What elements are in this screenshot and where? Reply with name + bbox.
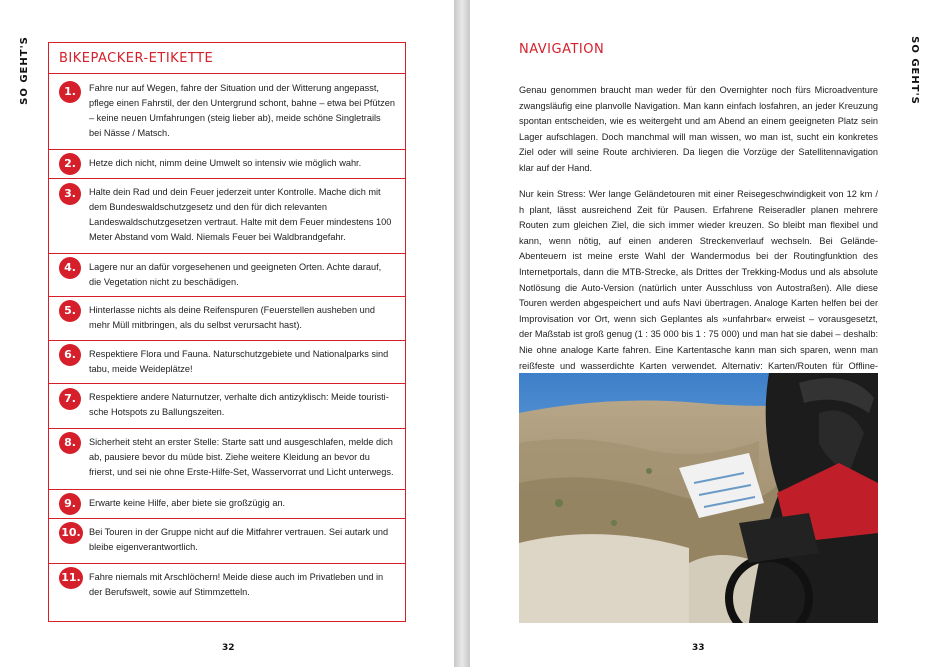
rule-text: Lagere nur an dafür vorgesehenen und geeigneten Orten. Achte darauf, die Vegetation nicht zu beschädigen. [89, 262, 382, 287]
rule-number: 11. [59, 567, 83, 589]
book-gutter [454, 0, 470, 667]
rule-item [49, 149, 405, 179]
side-label-right: SO GEHT'S [908, 36, 920, 105]
rule-text: Halte dein Rad und dein Feuer jederzeit unter Kontrolle. Mache dich mit dem Bundeswaldschutzgesetz und den für dich relevanten Landeswaldschutzgesetzen vertraut. Halte mit dem Feuer mindestens 100 Meter Abstand vom Wald. Niemals Feuer bei Waldbrandgefahr. [89, 187, 392, 242]
rule-text: Sicherheit steht an erster Stelle: Starte satt und ausgeschlafen, melde dich ab, pausiere bevor du müde bist. Ziehe weitere Kleidung an bevor du frierst, und sei nie ohne Erste-Hilfe-Set, Wasservorrat und Licht unterwegs. [89, 437, 394, 477]
rule-text: Hinterlasse nichts als deine Reifenspuren (Feuerstellen ausheben und mehr Müll mitbringen, als du selbst verursacht hast). [89, 305, 376, 330]
side-label-left: SO GEHT'S [18, 36, 30, 105]
rule-number: 2. [59, 153, 81, 175]
rule-number: 10. [59, 522, 83, 544]
rule-number: 3. [59, 183, 81, 205]
rule-item [49, 383, 405, 429]
rule-item [49, 296, 405, 341]
rule-item [49, 253, 405, 297]
rule-item [49, 428, 405, 490]
rule-number: 4. [59, 257, 81, 279]
rule-text: Respektiere andere Naturnutzer, verhalte dich antizyklisch: Meide touristische Hotspots zu Ballungszeiten. [89, 392, 389, 417]
rule-number: 8. [59, 432, 81, 454]
rule-item [49, 73, 405, 150]
rule-number: 1. [59, 81, 81, 103]
rule-item [49, 340, 405, 384]
rule-item [49, 518, 405, 564]
rule-number: 7. [59, 388, 81, 410]
rule-text: Hetze dich nicht, nimm deine Umwelt so intensiv wie möglich wahr. [89, 158, 362, 168]
page-number-left: 32 [222, 643, 235, 653]
paragraph: Nur kein Stress: Wer lange Geländetouren mit einer Reisegeschwindigkeit von 12 km / h plant, lässt ausreichend Zeit für Pausen. Erfahrene Reiseradler planen mehrere Routen zum gleichen Ziel, die sich immer wieder kreuzen. So bleibt man flexibel und kann, wenn nötig, auf einen anderen Streckenverlauf wechseln. Bei Gelände-Abenteuern ist meine erste Wahl der Wandermodus bei der Routingfunktion des Internetportals, dann die MTB-Strecke, als Drittes der Trekking-Modus und als absolute Notlösung die Auto-Version (natürlich unter Ausschluss von Autostraßen). Alle diese Touren werden abgespeichert und aufs Navi übertragen. Analoge Karten helfen bei der Improvisation vor Ort, wenn sich Geplantes als »unfahrbar« erweist – vorausgesetzt, der Maßstab ist groß genug (1 : 35 000 bis 1 : 75 000) und man hat sie dabei – deshalb: Nie ohne analoge Karte fahren. Eine Kartentasche kann man sich sparen, wenn man reißfeste und wasserdichte Karten verwendet. Alternativ: Karten/Routen für Offline- [519, 189, 878, 371]
rule-text: Bei Touren in der Gruppe nicht auf die Mitfahrer vertrauen. Sei autark und bleibe eigenverantwortlich. [89, 527, 389, 552]
box-title: BIKEPACKER-ETIKETTE [59, 51, 214, 66]
rule-text: Fahre nur auf Wegen, fahre der Situation und der Witterung angepasst, pflege einen Fahrstil, der den Untergrund schont, bahne – etwa bei Pfützen – keine neuen Umfahrungen (steig lieber ab), meide schöne Singletrails bei Nässe / Matsch. [89, 83, 395, 138]
section-title: NAVIGATION [519, 42, 605, 57]
paragraph: Genau genommen braucht man weder für den Overnighter noch fürs Microadventure zwangsläufig eine planvolle Navigation. Man kann einfach losfahren, an jeder Kreuzung spontan entscheiden, wie es weitergeht und am Abend an einem geeigneten Platz sein Lager aufschlagen. Doch manchmal will man wissen, wo man ist, sucht ein konkretes Ziel oder will seine Route archivieren. Da liegen die Vorzüge der Satellitennavigation klar auf der Hand. [519, 85, 878, 173]
rule-number: 9. [59, 493, 81, 515]
rule-item [49, 178, 405, 254]
page-number-right: 33 [692, 643, 705, 653]
rule-number: 6. [59, 344, 81, 366]
etiquette-box [48, 42, 406, 622]
rule-item [49, 489, 405, 519]
rule-text: Respektiere Flora und Fauna. Naturschutzgebiete und Nationalparks sind tabu, meide Weideplätze! [89, 349, 389, 374]
rule-text: Erwarte keine Hilfe, aber biete sie großzügig an. [89, 498, 286, 508]
cyclist-map-photo [519, 373, 878, 623]
rule-item [49, 563, 405, 621]
rule-text: Fahre niemals mit Arschlöchern! Meide diese auch im Privatleben und in der Berufswelt, sowie auf Stimmzetteln. [89, 572, 384, 597]
rule-number: 5. [59, 300, 81, 322]
